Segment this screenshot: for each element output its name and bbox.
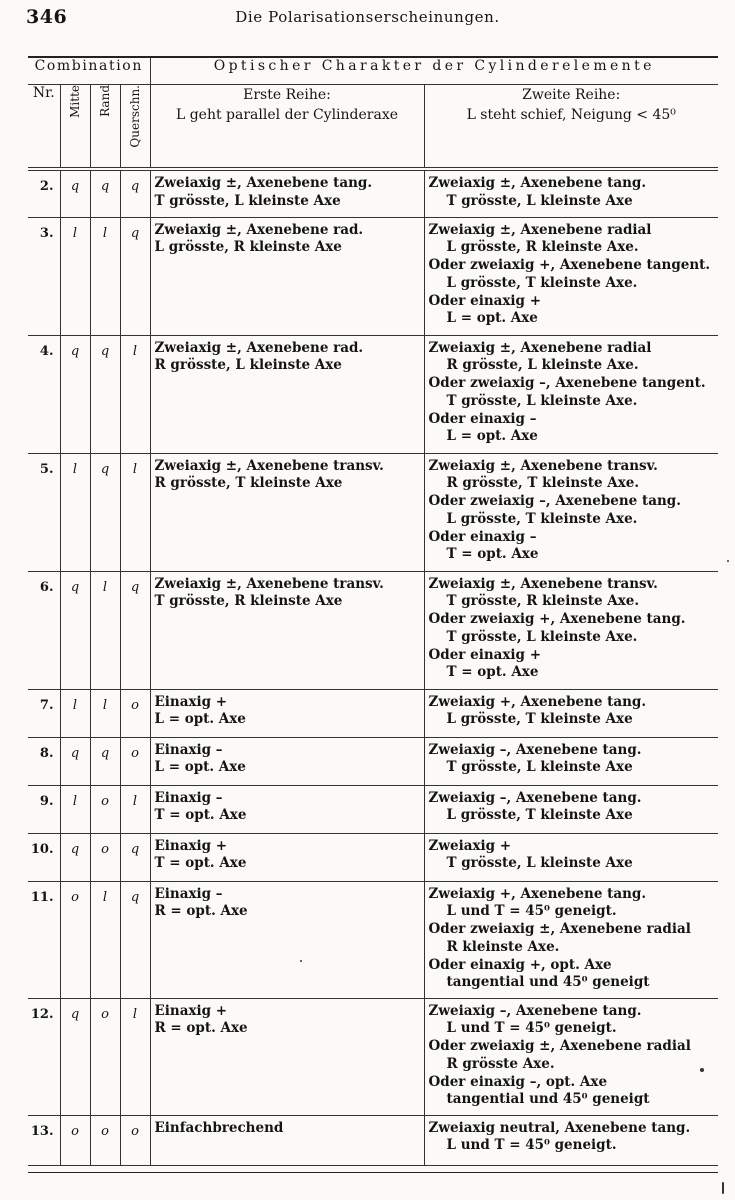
zweite-reihe-line: R kleinste Axe.: [446, 938, 560, 955]
combination-header: Combination: [28, 58, 150, 85]
erste-reihe-cell: [150, 689, 424, 737]
mitte-cell: q: [60, 833, 90, 881]
zweite-reihe-line: T grösste, R kleinste Axe.: [446, 593, 640, 610]
nr-column-header: Nr.: [28, 85, 60, 170]
zweite-reihe-line: R grösste Axe.: [446, 1055, 555, 1072]
zweite-reihe-line: L grösste, T kleinste Axe.: [446, 510, 638, 527]
group-header-row: [28, 58, 718, 85]
mitte-cell: q: [60, 571, 90, 689]
erste-reihe-cell: [150, 833, 424, 881]
querschnitt-cell: o: [120, 689, 150, 737]
zweite-reihe-line: T grösste, L kleinste Axe: [446, 759, 633, 776]
erste-reihe-line: L = opt. Axe: [154, 759, 246, 776]
page-number: 346: [26, 6, 68, 28]
erste-reihe-cell: [150, 169, 424, 217]
rand-cell: l: [90, 571, 120, 689]
row-number: 8.: [28, 737, 60, 785]
print-speck: [300, 960, 302, 962]
zweite-reihe-cell: [424, 571, 718, 689]
table-row: [28, 571, 718, 689]
erste-reihe-line: Zweiaxig ±, Axenebene tang.: [154, 175, 373, 191]
zweite-reihe-cell: [424, 1115, 718, 1165]
column-header-row: [28, 85, 718, 170]
print-speck: [700, 1068, 704, 1072]
mitte-cell: q: [60, 335, 90, 453]
zweite-reihe-cell: [424, 785, 718, 833]
querschnitt-cell: l: [120, 998, 150, 1115]
rand-cell: q: [90, 737, 120, 785]
table-row: [28, 998, 718, 1115]
zweite-reihe-line: Zweiaxig +, Axenebene tang.: [428, 693, 647, 710]
zweite-reihe-line: L grösste, T kleinste Axe.: [446, 274, 638, 291]
optical-character-header: Optischer Charakter der Cylinderelemente: [150, 58, 718, 85]
erste-reihe-line: T grösste, L kleinste Axe: [154, 192, 341, 209]
querschnitt-cell: q: [120, 571, 150, 689]
querschnitt-cell: q: [120, 217, 150, 335]
erste-reihe-line: R grösste, T kleinste Axe: [154, 475, 343, 492]
zweite-reihe-line: Oder zweiaxig +, Axenebene tangent.: [428, 257, 711, 274]
zweite-reihe-line: T = opt. Axe: [446, 546, 539, 563]
zweite-reihe-line: Zweiaxig ±, Axenebene transv.: [428, 575, 658, 592]
print-speck: [727, 560, 729, 562]
erste-reihe-cell: [150, 571, 424, 689]
rand-cell: l: [90, 689, 120, 737]
rand-cell: o: [90, 998, 120, 1115]
zweite-reihe-line: L und T = 45⁰ geneigt.: [446, 1020, 617, 1037]
zweite-reihe-line: Zweiaxig ±, Axenebene tang.: [428, 175, 647, 191]
row-number: 9.: [28, 785, 60, 833]
row-number: 5.: [28, 453, 60, 571]
erste-reihe-line: T = opt. Axe: [154, 855, 247, 872]
zweite-reihe-line: Zweiaxig –, Axenebene tang.: [428, 1002, 642, 1019]
zweite-reihe-line: Zweiaxig ±, Axenebene transv.: [428, 457, 658, 474]
zweite-reihe-line: R grösste, L kleinste Axe.: [446, 357, 639, 374]
erste-reihe-line: R = opt. Axe: [154, 903, 248, 920]
erste-reihe-line: Einaxig +: [154, 837, 228, 854]
zweite-reihe-line: Oder einaxig –: [428, 528, 537, 545]
erste-reihe-line: Zweiaxig ±, Axenebene transv.: [154, 575, 384, 592]
erste-reihe-header: Erste Reihe: L geht parallel der Cylinderaxe: [150, 85, 424, 170]
table-row: [28, 1115, 718, 1165]
erste-reihe-line: Einaxig +: [154, 693, 228, 710]
zweite-reihe-line: Zweiaxig ±, Axenebene radial: [428, 221, 652, 238]
rand-cell: q: [90, 453, 120, 571]
erste-reihe-line: Einfachbrechend: [154, 1119, 284, 1136]
erste-reihe-line: Zweiaxig ±, Axenebene transv.: [154, 457, 384, 474]
rand-column-header: Rand: [90, 85, 120, 170]
zweite-reihe-line: Zweiaxig –, Axenebene tang.: [428, 741, 642, 758]
rand-cell: l: [90, 881, 120, 998]
erste-reihe-cell: [150, 881, 424, 998]
rand-cell: q: [90, 169, 120, 217]
zweite-reihe-cell: [424, 453, 718, 571]
mitte-cell: o: [60, 1115, 90, 1165]
zweite-reihe-line: R grösste, T kleinste Axe.: [446, 475, 640, 492]
zweite-reihe-line: L grösste, T kleinste Axe: [446, 711, 633, 728]
zweite-reihe-line: Oder zweiaxig +, Axenebene tang.: [428, 611, 686, 628]
zweite-reihe-line: Zweiaxig +: [428, 837, 512, 854]
querschnitt-cell: l: [120, 335, 150, 453]
erste-reihe-line: Zweiaxig ±, Axenebene rad.: [154, 221, 364, 238]
zweite-reihe-line: Oder zweiaxig –, Axenebene tangent.: [428, 375, 706, 392]
zweite-reihe-line: L = opt. Axe: [446, 428, 538, 445]
row-number: 2.: [28, 169, 60, 217]
zweite-reihe-line: T grösste, L kleinste Axe.: [446, 628, 638, 645]
erste-reihe-line: T = opt. Axe: [154, 807, 247, 824]
erste-reihe-cell: [150, 1115, 424, 1165]
row-number: 11.: [28, 881, 60, 998]
zweite-reihe-cell: [424, 881, 718, 998]
erste-reihe-cell: [150, 737, 424, 785]
row-number: 13.: [28, 1115, 60, 1165]
mitte-cell: l: [60, 785, 90, 833]
querschnitt-cell: q: [120, 881, 150, 998]
zweite-reihe-line: T grösste, L kleinste Axe.: [446, 392, 638, 409]
zweite-reihe-cell: [424, 833, 718, 881]
zweite-reihe-line: Oder einaxig +, opt. Axe: [428, 956, 612, 973]
row-number: 10.: [28, 833, 60, 881]
zweite-reihe-line: L = opt. Axe: [446, 310, 538, 327]
row-number: 4.: [28, 335, 60, 453]
table-row: [28, 689, 718, 737]
erste-reihe-cell: [150, 998, 424, 1115]
erste-reihe-line: L = opt. Axe: [154, 711, 246, 728]
zweite-reihe-cell: [424, 335, 718, 453]
zweite-reihe-line: Zweiaxig neutral, Axenebene tang.: [428, 1119, 691, 1136]
erste-reihe-line: R grösste, L kleinste Axe: [154, 357, 342, 374]
querschnitt-cell: o: [120, 1115, 150, 1165]
querschnitt-cell: q: [120, 833, 150, 881]
zweite-reihe-line: Zweiaxig –, Axenebene tang.: [428, 789, 642, 806]
querschnitt-cell: l: [120, 453, 150, 571]
rand-cell: o: [90, 785, 120, 833]
zweite-reihe-line: L und T = 45⁰ geneigt.: [446, 903, 617, 920]
table-row: [28, 737, 718, 785]
querschnitt-column-header: Querschn.: [120, 85, 150, 170]
zweite-reihe-cell: [424, 169, 718, 217]
zweite-reihe-line: Zweiaxig +, Axenebene tang.: [428, 885, 647, 902]
zweite-reihe-line: L und T = 45⁰ geneigt.: [446, 1137, 617, 1154]
zweite-reihe-line: T = opt. Axe: [446, 664, 539, 681]
zweite-reihe-line: Oder einaxig +: [428, 646, 542, 663]
zweite-reihe-line: T grösste, L kleinste Axe: [446, 855, 633, 872]
zweite-reihe-cell: [424, 217, 718, 335]
zweite-reihe-line: Oder einaxig –, opt. Axe: [428, 1073, 608, 1090]
erste-reihe-line: L grösste, R kleinste Axe: [154, 239, 342, 256]
querschnitt-cell: l: [120, 785, 150, 833]
zweite-reihe-line: L grösste, T kleinste Axe: [446, 807, 633, 824]
erste-reihe-line: R = opt. Axe: [154, 1020, 248, 1037]
mitte-column-header: Mitte: [60, 85, 90, 170]
zweite-reihe-line: tangential und 45⁰ geneigt: [446, 1091, 650, 1108]
zweite-reihe-header: Zweite Reihe: L steht schief, Neigung < 45⁰: [424, 85, 718, 170]
zweite-reihe-line: tangential und 45⁰ geneigt: [446, 974, 650, 991]
mitte-cell: l: [60, 217, 90, 335]
zweite-reihe-line: Oder zweiaxig ±, Axenebene radial: [428, 1038, 691, 1055]
zweite-reihe-line: L grösste, R kleinste Axe.: [446, 239, 639, 256]
erste-reihe-cell: [150, 217, 424, 335]
zweite-reihe-cell: [424, 737, 718, 785]
table-row: [28, 453, 718, 571]
mitte-cell: l: [60, 689, 90, 737]
erste-reihe-cell: [150, 453, 424, 571]
bottom-rule: [28, 1172, 718, 1173]
table-body: [28, 169, 718, 1165]
row-number: 12.: [28, 998, 60, 1115]
zweite-reihe-line: Oder zweiaxig –, Axenebene tang.: [428, 493, 681, 510]
zweite-reihe-line: Zweiaxig ±, Axenebene radial: [428, 339, 652, 356]
zweite-reihe-line: Oder einaxig –: [428, 410, 537, 427]
rand-cell: o: [90, 1115, 120, 1165]
table-row: [28, 833, 718, 881]
table-row: [28, 217, 718, 335]
erste-reihe-line: Zweiaxig ±, Axenebene rad.: [154, 339, 364, 356]
mitte-cell: l: [60, 453, 90, 571]
erste-reihe-cell: [150, 335, 424, 453]
mitte-cell: o: [60, 881, 90, 998]
zweite-reihe-line: Oder einaxig +: [428, 292, 542, 309]
table-row: [28, 169, 718, 217]
mitte-cell: q: [60, 737, 90, 785]
rand-cell: l: [90, 217, 120, 335]
mitte-cell: q: [60, 998, 90, 1115]
querschnitt-cell: q: [120, 169, 150, 217]
rand-cell: q: [90, 335, 120, 453]
rand-cell: o: [90, 833, 120, 881]
print-speck: [722, 1182, 724, 1194]
erste-reihe-line: Einaxig –: [154, 789, 223, 806]
table-row: [28, 785, 718, 833]
mitte-cell: q: [60, 169, 90, 217]
zweite-reihe-line: Oder zweiaxig ±, Axenebene radial: [428, 921, 691, 938]
erste-reihe-line: Einaxig –: [154, 885, 223, 902]
row-number: 7.: [28, 689, 60, 737]
querschnitt-cell: o: [120, 737, 150, 785]
erste-reihe-cell: [150, 785, 424, 833]
polarisation-table: [28, 58, 718, 1166]
table-row: [28, 335, 718, 453]
erste-reihe-line: Einaxig –: [154, 741, 223, 758]
erste-reihe-line: Einaxig +: [154, 1002, 228, 1019]
row-number: 6.: [28, 571, 60, 689]
row-number: 3.: [28, 217, 60, 335]
zweite-reihe-cell: [424, 998, 718, 1115]
running-title: Die Polarisationserscheinungen.: [235, 8, 500, 26]
zweite-reihe-line: T grösste, L kleinste Axe: [446, 192, 633, 209]
zweite-reihe-cell: [424, 689, 718, 737]
erste-reihe-line: T grösste, R kleinste Axe: [154, 593, 343, 610]
table-row: [28, 881, 718, 998]
